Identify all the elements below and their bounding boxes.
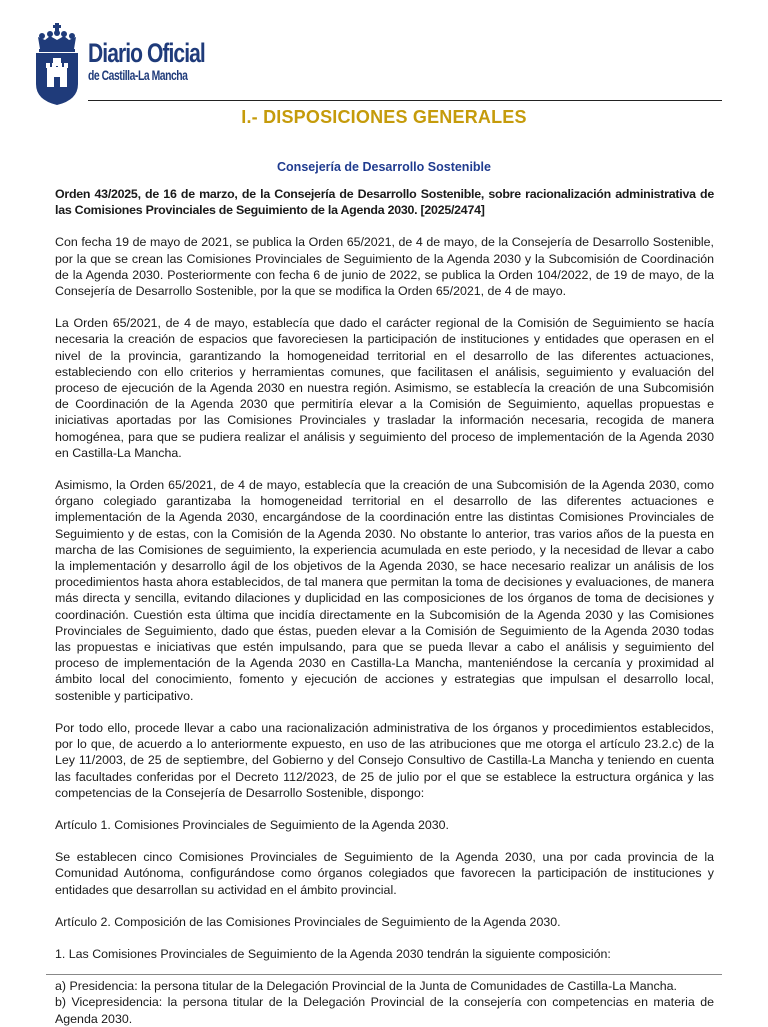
paragraph: Se establecen cinco Comisiones Provinciales de Seguimiento de la Agenda 2030, una por cada provincia de la Comunidad Autónoma, configurándose como órganos colegiados que favorecen la participación de instituciones y entidades que desarrollan su actividad en el ámbito provincial. bbox=[55, 850, 714, 897]
section-title: I.- DISPOSICIONES GENERALES bbox=[241, 107, 527, 127]
header-divider bbox=[88, 100, 722, 101]
order-title: Orden 43/2025, de 16 de marzo, de la Consejería de Desarrollo Sostenible, sobre racionalización administrativa de las Comisiones Provinciales de Seguimiento de la Agenda 2030. [2025/2474] bbox=[55, 187, 714, 218]
footer-divider bbox=[46, 974, 722, 975]
paragraph: 1. Las Comisiones Provinciales de Seguimiento de la Agenda 2030 tendrán la siguiente composición: bbox=[55, 946, 611, 961]
paragraph: La Orden 65/2021, de 4 de mayo, establecía que dado el carácter regional de la Comisión de Seguimiento se hacía necesaria la creación de espacios que favoreciesen la participación de instituciones y entidades que operasen en el nivel de la provincia, garantizando la homogeneidad territorial en el desarrollo de las diferentes actuaciones, estableciendo con ello criterios y herramientas comunes, que facilitasen el análisis, seguimiento y evaluación del proceso de ejecución de la Agenda 2030 en nuestra región. Asimismo, se establecía la creación de una Subcomisión de Coordinación de la Agenda 2030 que permitiría elevar a la Comisión de Seguimiento, aquellas propuestas e iniciativas aportadas por las Comisiones Provinciales y trasladar la información necesaria, recogida de manera homogénea, para que se pudiera realizar el análisis y seguimiento del proceso de implementación de la Agenda 2030 en Castilla-La Mancha. bbox=[55, 316, 714, 460]
article-heading: Artículo 1. Comisiones Provinciales de Seguimiento de la Agenda 2030. bbox=[55, 817, 449, 832]
article-heading: Artículo 2. Composición de las Comisiones Provinciales de Seguimiento de la Agenda 2030. bbox=[55, 914, 561, 929]
document-body bbox=[55, 186, 714, 1027]
logo-subtitle: de Castilla-La Mancha bbox=[88, 67, 188, 83]
logo-title: Diario Oficial bbox=[88, 38, 205, 68]
list-item: b) Vicepresidencia: la persona titular de la Delegación Provincial de la consejería con competencias en materia de Agenda 2030. bbox=[55, 995, 714, 1026]
paragraph: Con fecha 19 de mayo de 2021, se publica la Orden 65/2021, de 4 de mayo, de la Consejería de Desarrollo Sostenible, por la que se crean las Comisiones Provinciales de Seguimiento de la Agenda 2030 y la Subcomisión de Coordinación de la Agenda 2030. Posteriormente con fecha 6 de junio de 2022, se publica la Orden 104/2022, de 19 de mayo, de la Consejería de Desarrollo Sostenible, por la que se modifica la Orden 65/2021, de 4 de mayo. bbox=[55, 235, 714, 299]
department-name: Consejería de Desarrollo Sostenible bbox=[277, 160, 491, 174]
list-item: a) Presidencia: la persona titular de la Delegación Provincial de la Junta de Comunidades de Castilla-La Mancha. bbox=[55, 979, 677, 994]
paragraph: Por todo ello, procede llevar a cabo una racionalización administrativa de los órganos y procedimientos establecidos, por lo que, de acuerdo a lo anteriormente expuesto, en uso de las atribuciones que me otorga el artículo 23.2.c) de la Ley 11/2003, de 25 de septiembre, del Gobierno y del Consejo Consultivo de Castilla-La Mancha y teniendo en cuenta las facultades conferidas por el Decreto 112/2023, de 25 de julio por el que se establece la estructura orgánica y las competencias de la Consejería de Desarrollo Sostenible, dispongo: bbox=[55, 720, 714, 800]
paragraph: Asimismo, la Orden 65/2021, de 4 de mayo, establecía que la creación de una Subcomisión de la Agenda 2030, como órgano colegiado garantizaba la homogeneidad territorial en el desarrollo de las diferentes actuaciones e implementación de la Agenda 2030, encargándose de la coordinación entre las distintas Comisiones Provinciales de Seguimiento y de estas, con la Comisión de la Agenda 2030. No obstante lo anterior, tras varios años de la puesta en marcha de las Comisiones de seguimiento, la experiencia acumulada en este periodo, y la necesidad de llevar a cabo la implementación y desarrollo ágil de los objetivos de la Agenda 2030, se hace necesario realizar un análisis de los procedimientos hasta ahora establecidos, de tal manera que permitan la toma de decisiones y evaluaciones, de manera más directa y sencilla, evitando dilaciones y duplicidad en las composiciones de los órganos de toma de decisiones y coordinación. Cuestión esta última que incidía directamente en la Subcomisión de la Agenda 2030 y las Comisiones Provinciales de Seguimiento, dado que éstas, pueden elevar a la Comisión de Seguimiento de la Agenda 2030 todas las propuestas e iniciativas que estén impulsando, para que se pueda llevar a cabo el análisis y seguimiento del proceso de implementación de la Agenda 2030 en Castilla-La Mancha, manteniéndose la cercanía y proximidad al ámbito local del conocimiento, fomento y ejecución de acciones y estrategias que impulsan el desarrollo local, sostenible y participativo. bbox=[55, 478, 714, 703]
